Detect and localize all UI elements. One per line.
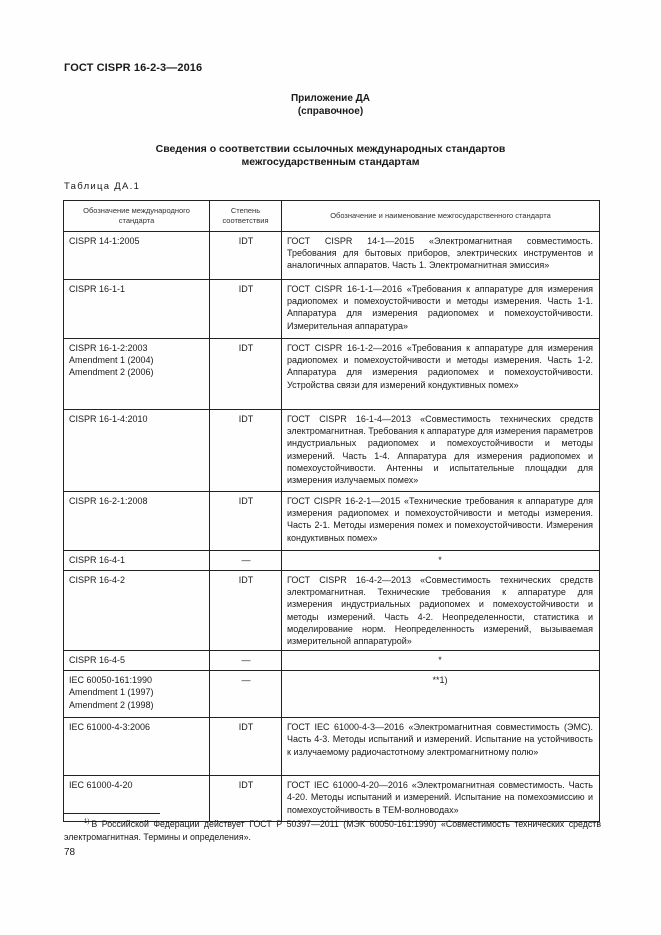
- table-row: [64, 410, 600, 492]
- intl-standard: IEC 61000-4-20: [69, 780, 133, 791]
- table-row: [64, 718, 600, 776]
- footnote: [64, 816, 601, 843]
- intl-amendment: Amendment 1 (2004): [69, 355, 154, 366]
- degree-cell: IDT: [210, 280, 282, 339]
- intl-standard: CISPR 16-4-2: [69, 575, 126, 585]
- table-row: [64, 280, 600, 339]
- table-row: [64, 651, 600, 671]
- correspondence-table: [63, 200, 600, 822]
- appendix-heading: [0, 92, 661, 118]
- degree-cell: —: [210, 551, 282, 571]
- intl-standard: IEC 61000-4-3:2006: [69, 722, 151, 733]
- interstate-standard-cell: ГОСТ CISPR 16-2-1—2015 «Технические требования к аппаратуре для измерения радиопомех и помехоустойчивости и методы измерения. Часть 2-1. Методы измерения помех и помехоустойчивости. Измерения кондуктивных помех»: [282, 492, 600, 551]
- intl-standard-cell: [64, 571, 210, 651]
- table-row: [64, 339, 600, 410]
- degree-cell: —: [210, 651, 282, 671]
- interstate-standard-cell: ГОСТ CISPR 16-1-4—2013 «Совместимость технических средств электромагнитная. Требования к аппаратуре для измерения параметров индустриальных радиопомех и помехоустойчивости и методы измерений. Часть 1-4. Аппаратура для измерения радиопомех и помехоустойчивости. Антенны и испытательные площадки для измерения излучаемых помех»: [282, 410, 600, 492]
- intl-standard: IEC 60050-161:1990: [69, 675, 153, 686]
- table-row: [64, 571, 600, 651]
- interstate-standard-cell: **1): [282, 671, 600, 718]
- footnote-divider: [64, 813, 160, 814]
- column-header-interstate: Обозначение и наименование межгосударственного стандарта: [282, 201, 600, 232]
- document-code-header: ГОСТ CISPR 16-2-3—2016: [64, 62, 203, 74]
- intl-standard: CISPR 16-1-4:2010: [69, 414, 148, 424]
- interstate-standard-cell: ГОСТ CISPR 16-1-2—2016 «Требования к аппаратуре для измерения радиопомех и помехоустойчивости и методы измерения. Часть 1-2. Аппаратура для измерения радиопомех и помехоустойчивости. Устройства связи для измерений кондуктивных помех»: [282, 339, 600, 410]
- interstate-standard-cell: ГОСТ CISPR 16-1-1—2016 «Требования к аппаратуре для измерения радиопомех и помехоустойчивости и методы измерения. Часть 1-1. Аппаратура для измерения радиопомех и помехоустойчивости. Измерительная аппаратура»: [282, 280, 600, 339]
- appendix-subtitle: (справочное): [297, 106, 364, 117]
- degree-cell: —: [210, 671, 282, 718]
- intl-amendment: Amendment 2 (1998): [69, 699, 154, 710]
- table-row: [64, 671, 600, 718]
- interstate-standard-cell: *: [282, 651, 600, 671]
- table-row: [64, 492, 600, 551]
- page-number: 78: [64, 847, 76, 858]
- intl-standard-cell: [64, 339, 210, 410]
- degree-cell: IDT: [210, 232, 282, 280]
- intl-standard-cell: [64, 718, 210, 776]
- intl-standard: CISPR 16-4-1: [69, 555, 126, 565]
- interstate-standard-cell: ГОСТ CISPR 16-4-2—2013 «Совместимость технических средств электромагнитная. Технические требования к аппаратуре для измерения индустриальных радиопомех и помехоустойчивости и методы измерений. Часть 4-2. Неопределенности, статистика и моделирование норм. Неопределенность измерений, вызываемая измерительной аппаратурой»: [282, 571, 600, 651]
- appendix-title: Приложение ДА: [290, 93, 371, 104]
- intl-standard-cell: [64, 551, 210, 571]
- intl-standard-cell: [64, 492, 210, 551]
- interstate-standard-cell: ГОСТ IEC 61000-4-20—2016 «Электромагнитная совместимость. Часть 4-20. Методы испытаний и измерений. Испытание на помехоэмиссию и помехоустойчивость в ТЕМ-волноводах»: [282, 776, 600, 822]
- intl-standard: CISPR 16-1-2:2003: [69, 343, 148, 353]
- intl-standard-cell: [64, 671, 210, 718]
- degree-cell: IDT: [210, 410, 282, 492]
- table-caption: Таблица ДА.1: [64, 181, 141, 192]
- intl-standard-cell: [64, 410, 210, 492]
- intl-standard: CISPR 16-1-1: [69, 284, 126, 294]
- intl-standard: CISPR 16-2-1:2008: [69, 496, 148, 506]
- table-row: [64, 232, 600, 280]
- interstate-standard-cell: ГОСТ IEC 61000-4-3—2016 «Электромагнитная совместимость (ЭМС). Часть 4-3. Методы испытаний и измерений. Испытание на устойчивость к излучаемому радиочастотному электромагнитному полю»: [282, 718, 600, 776]
- intl-amendment: Amendment 2 (2006): [69, 367, 154, 378]
- degree-cell: IDT: [210, 718, 282, 776]
- intl-standard-cell: [64, 776, 210, 822]
- footnote-text: В Российской Федерации действует ГОСТ Р 50397—2011 (МЭК 60050-161:1990) «Совместимость технических средств электромагнитная. Термины и определения».: [64, 819, 601, 842]
- column-header-international: Обозначение международного стандарта: [64, 201, 210, 232]
- interstate-standard-cell: ГОСТ CISPR 14-1—2015 «Электромагнитная совместимость. Требования для бытовых приборов, электрических инструментов и аналогичных аппаратов. Часть 1. Электромагнитная эмиссия»: [282, 232, 600, 280]
- table-row: [64, 776, 600, 822]
- column-header-degree: Степень соответствия: [210, 201, 282, 232]
- degree-cell: IDT: [210, 492, 282, 551]
- intl-standard-cell: [64, 651, 210, 671]
- table-row: [64, 551, 600, 571]
- degree-cell: IDT: [210, 776, 282, 822]
- section-title-line-2: межгосударственным стандартам: [241, 156, 420, 168]
- degree-cell: IDT: [210, 571, 282, 651]
- degree-cell: IDT: [210, 339, 282, 410]
- intl-standard: CISPR 14-1:2005: [69, 236, 140, 246]
- intl-amendment: Amendment 1 (1997): [69, 687, 154, 698]
- intl-standard: CISPR 16-4-5: [69, 655, 126, 666]
- interstate-standard-cell: *: [282, 551, 600, 571]
- intl-standard-cell: [64, 280, 210, 339]
- section-title-line-1: Сведения о соответствии ссылочных международных стандартов: [155, 143, 506, 155]
- table-header-row: [64, 201, 600, 232]
- section-title: [0, 143, 661, 169]
- footnote-marker: 1): [84, 819, 90, 825]
- intl-standard-cell: [64, 232, 210, 280]
